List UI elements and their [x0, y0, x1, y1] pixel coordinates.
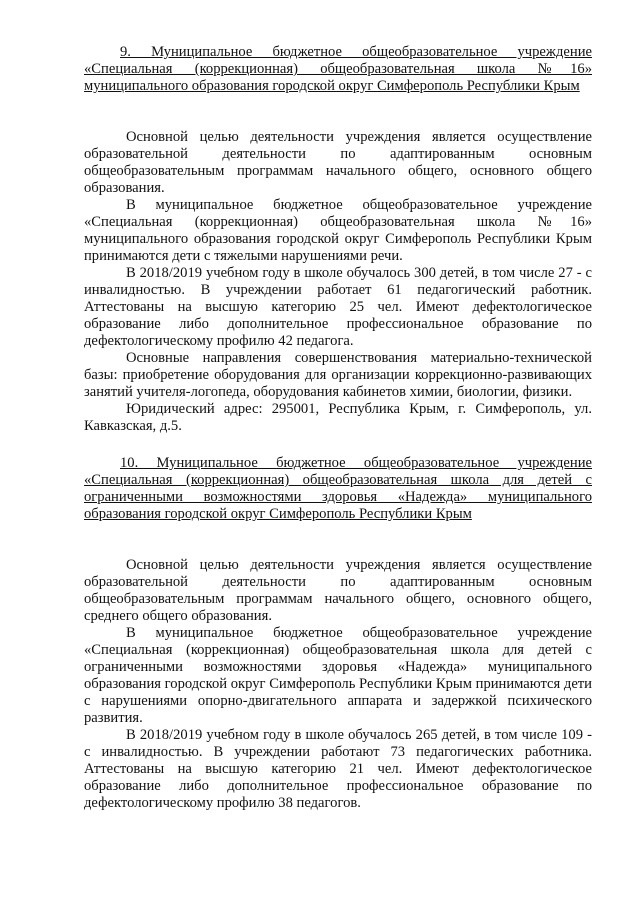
spacer: [84, 435, 592, 455]
section-9-heading: 9. Муниципальное бюджетное общеобразовательное учреждение «Специальная (коррекционная) общеобразовательная школа №16» муниципального образования городской округ Симферополь Республики Крым: [84, 44, 592, 94]
spacer: [84, 523, 592, 557]
section-9-statistics-paragraph: В 2018/2019 учебном году в школе обучалось 300 детей, в том числе 27 - с инвалидностью. В учреждении работает 61 педагогический работник. Аттестованы на высшую категорию 25 чел. Имеют дефектологическое образование либо дополнительное профессиональное образование по дефектологическому профилю 42 педагога.: [84, 265, 592, 349]
section-10-admission-paragraph: В муниципальное бюджетное общеобразовательное учреждение «Специальная (коррекционная) общеобразовательная школа для детей с ограниченными возможностями здоровья «Надежда» муниципального образования городской округ Симферополь Республики Крым принимаются дети с нарушениями опорно-двигательного аппарата и задержкой психического развития.: [84, 625, 592, 726]
spacer: [84, 95, 592, 129]
section-9-improvements-paragraph: Основные направления совершенствования материально-технической базы: приобретение оборудования для организации коррекционно-развивающих занятий учителя-логопеда, оборудования кабинетов химии, биологии, физики.: [84, 350, 592, 400]
section-10-purpose-paragraph: Основной целью деятельности учреждения является осуществление образовательной деятельности по адаптированным основным общеобразовательным программам начального общего, основного общего, среднего общего образования.: [84, 557, 592, 624]
section-10-heading: 10. Муниципальное бюджетное общеобразовательное учреждение «Специальная (коррекционная) общеобразовательная школа для детей с ограниченными возможностями здоровья «Надежда» муниципального образования городской округ Симферополь Республики Крым: [84, 455, 592, 522]
section-9-purpose-paragraph: Основной целью деятельности учреждения является осуществление образовательной деятельности по адаптированным основным общеобразовательным программам начального общего, основного общего образования.: [84, 129, 592, 196]
section-9-address-paragraph: Юридический адрес: 295001, Республика Крым, г. Симферополь, ул. Кавказская, д.5.: [84, 401, 592, 434]
section-10-statistics-paragraph: В 2018/2019 учебном году в школе обучалось 265 детей, в том числе 109 - с инвалидностью. В учреждении работают 73 педагогических работника. Аттестованы на высшую категорию 21 чел. Имеют дефектологическое образование либо дополнительное профессиональное образование по дефектологическому профилю 38 педагогов.: [84, 727, 592, 811]
section-9-admission-paragraph: В муниципальное бюджетное общеобразовательное учреждение «Специальная (коррекционная) общеобразовательная школа №16» муниципального образования городской округ Симферополь Республики Крым принимаются дети с тяжелыми нарушениями речи.: [84, 197, 592, 264]
